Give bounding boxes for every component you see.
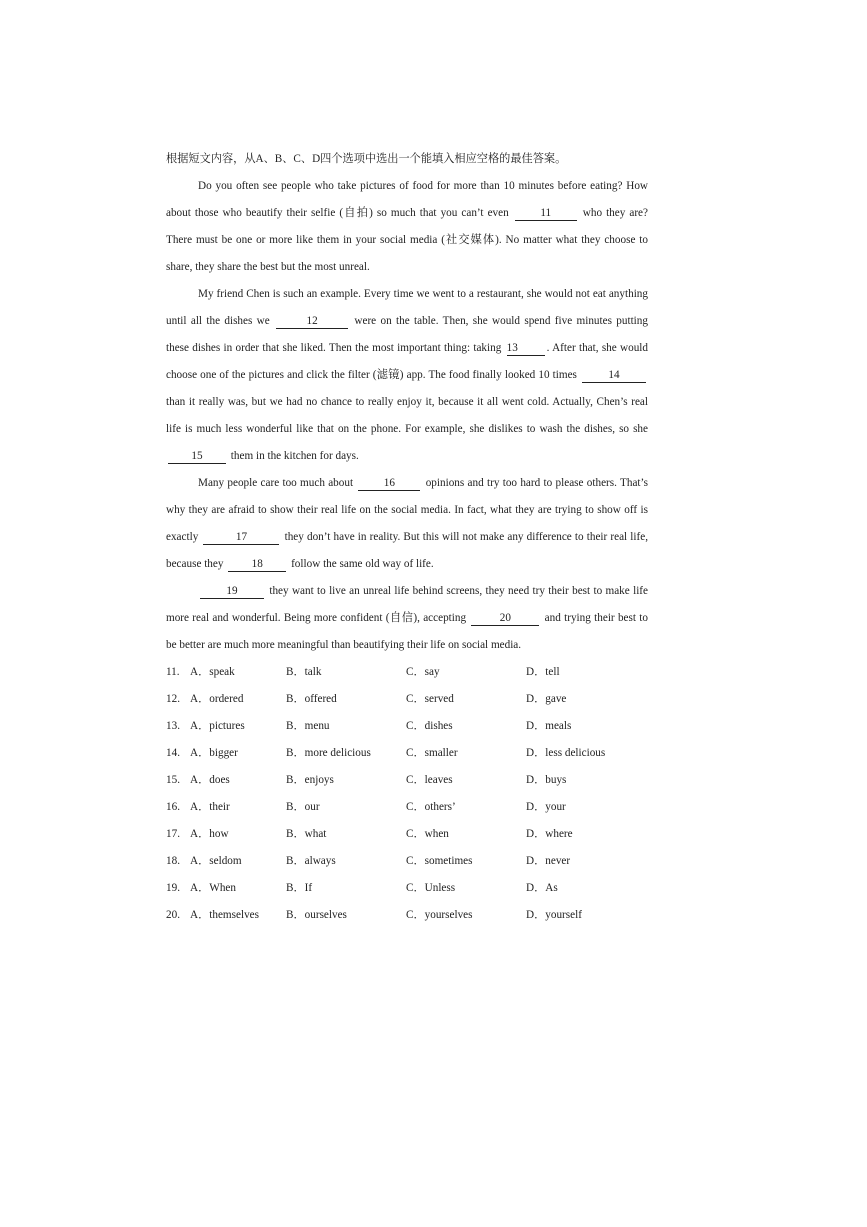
option-a: A．seldom (190, 855, 242, 867)
passage-text: they want to live an unreal life behind screens, they need try their best to make life more real and wonderful. Being more confident (自信), accepting (166, 585, 648, 624)
passage-text: opinions and try too hard to please others. That’s why they are afraid to show their real life on the social media. In fact, what they are trying to show off is exactly (166, 477, 648, 543)
option-c: C．dishes (406, 720, 453, 732)
option-d: D．less delicious (526, 747, 606, 759)
option-c: C．smaller (406, 747, 458, 759)
question-number: 13. (166, 720, 180, 732)
option-d: D．never (526, 855, 571, 867)
blank-14: 14 (582, 369, 646, 383)
option-b: B．menu (286, 720, 330, 732)
question-options (166, 659, 648, 929)
option-b: B．enjoys (286, 774, 334, 786)
option-a: A．does (190, 774, 230, 786)
option-c: C．say (406, 666, 440, 678)
passage-text: Do you often see people who take pictures of food for more than 10 minutes before eating? How about those who beautify their selfie (自拍) so much that you can’t even (166, 180, 648, 219)
passage-text: them in the kitchen for days. (228, 450, 359, 462)
option-b: B．offered (286, 693, 337, 705)
option-c: C．leaves (406, 774, 453, 786)
option-b: B．always (286, 855, 336, 867)
question-number: 12. (166, 693, 180, 705)
option-a: A．pictures (190, 720, 245, 732)
question-number: 11. (166, 666, 180, 678)
passage-text: who they are? There must be one or more like them in your social media (社交媒体). No matter what they choose to share, they share the best but the most unreal. (166, 207, 648, 273)
option-c: C．served (406, 693, 454, 705)
option-d: D．buys (526, 774, 567, 786)
passage-paragraph-2 (166, 281, 648, 470)
blank-11: 11 (515, 207, 577, 221)
question-row (166, 713, 648, 740)
option-b: B．our (286, 801, 320, 813)
question-row (166, 902, 648, 929)
option-a: A．speak (190, 666, 235, 678)
option-c: C．when (406, 828, 449, 840)
passage-text: follow the same old way of life. (288, 558, 434, 570)
option-a: A．ordered (190, 693, 244, 705)
passage-text: and trying their best to be better are much more meaningful than beautifying their life on social media. (166, 612, 648, 651)
option-d: D．where (526, 828, 573, 840)
option-d: D．yourself (526, 909, 582, 921)
question-number: 16. (166, 801, 180, 813)
option-c: C．others’ (406, 801, 456, 813)
blank-19: 19 (200, 585, 264, 599)
option-d: D．As (526, 882, 558, 894)
option-a: A．bigger (190, 747, 238, 759)
option-c: C．Unless (406, 882, 456, 894)
option-a: A．their (190, 801, 230, 813)
option-c: C．yourselves (406, 909, 473, 921)
question-row (166, 767, 648, 794)
question-row (166, 821, 648, 848)
blank-16: 16 (358, 477, 420, 491)
passage-paragraph-4 (166, 578, 648, 659)
passage-paragraph-1 (166, 173, 648, 281)
option-d: D．meals (526, 720, 572, 732)
option-b: B．If (286, 882, 313, 894)
question-number: 18. (166, 855, 180, 867)
passage-text: they don’t have in reality. But this will not make any difference to their real life, because they (166, 531, 648, 570)
cloze-exercise (166, 146, 648, 929)
option-a: A．themselves (190, 909, 259, 921)
passage-text: My friend Chen is such an example. Every time we went to a restaurant, she would not eat anything until all the dishes we (166, 288, 648, 327)
option-b: B．talk (286, 666, 322, 678)
blank-18: 18 (228, 558, 286, 572)
question-row (166, 875, 648, 902)
passage-text: than it really was, but we had no chance to really enjoy it, because it all went cold. Actually, Chen’s real life is much less wonderful like that on the phone. For example, she dislikes to wash the dishes, so she (166, 396, 648, 435)
blank-12: 12 (276, 315, 348, 329)
option-c: C．sometimes (406, 855, 473, 867)
question-row (166, 794, 648, 821)
blank-20: 20 (471, 612, 539, 626)
option-b: B．what (286, 828, 327, 840)
blank-17: 17 (203, 531, 279, 545)
question-number: 20. (166, 909, 180, 921)
passage-text: Many people care too much about (198, 477, 357, 489)
question-row (166, 740, 648, 767)
instructions: 根据短文内容，从A、B、C、D四个选项中选出一个能填入相应空格的最佳答案。 (166, 153, 567, 165)
option-a: A．how (190, 828, 229, 840)
question-number: 17. (166, 828, 180, 840)
passage-text: . After that, she would choose one of the pictures and click the filter (滤镜) app. The food finally looked 10 times (166, 342, 648, 381)
option-a: A．When (190, 882, 236, 894)
passage-text: were on the table. Then, she would spend five minutes putting these dishes in order that she liked. Then the most important thing: taking (166, 315, 648, 354)
question-row (166, 848, 648, 875)
option-d: D．tell (526, 666, 560, 678)
option-d: D．your (526, 801, 566, 813)
blank-13: 13 (507, 342, 545, 356)
question-row (166, 686, 648, 713)
option-d: D．gave (526, 693, 567, 705)
option-b: B．more delicious (286, 747, 371, 759)
option-b: B．ourselves (286, 909, 347, 921)
question-number: 19. (166, 882, 180, 894)
question-number: 14. (166, 747, 180, 759)
question-number: 15. (166, 774, 180, 786)
passage-paragraph-3 (166, 470, 648, 578)
question-row (166, 659, 648, 686)
blank-15: 15 (168, 450, 226, 464)
